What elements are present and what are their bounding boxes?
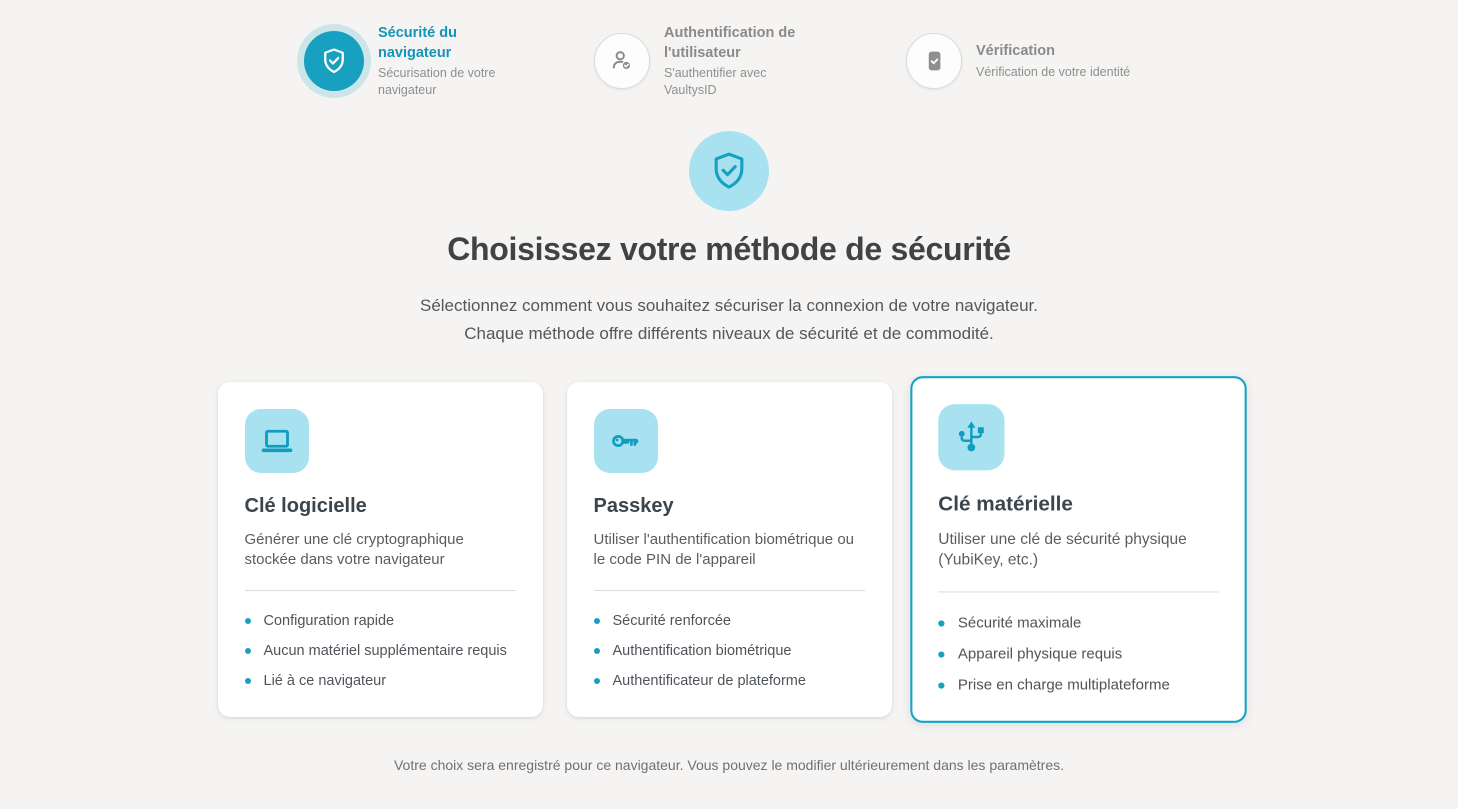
key-icon <box>594 409 658 473</box>
footer-note: Votre choix sera enregistré pour ce navigateur. Vous pouvez le modifier ultérieurement dans les paramètres. <box>393 756 1065 773</box>
card-description: Utiliser l'authentification biométrique ou le code PIN de l'appareil <box>593 530 855 568</box>
bullet-dot <box>594 618 600 624</box>
feature-text: Authentificateur de plateforme <box>612 672 806 689</box>
bullet-dot <box>245 648 251 654</box>
bullet-dot <box>938 651 944 657</box>
feature-item <box>594 673 865 689</box>
feature-item <box>938 615 1218 632</box>
feature-item <box>245 613 516 629</box>
stepper <box>0 24 1458 99</box>
page-title: Choisissez votre méthode de sécurité <box>447 230 1011 267</box>
feature-text: Lié à ce navigateur <box>263 672 387 689</box>
feature-text: Sécurité maximale <box>957 615 1081 632</box>
bullet-dot <box>594 648 600 654</box>
stepper-step-verification <box>906 33 1154 89</box>
bullet-dot <box>938 682 944 688</box>
step-text <box>976 42 1154 80</box>
feature-list <box>594 613 865 689</box>
card-title: Clé matérielle <box>937 492 1073 516</box>
divider <box>245 590 516 591</box>
bullet-dot <box>245 618 251 624</box>
hero-section <box>0 131 1458 348</box>
subtitle-line-2: Chaque méthode offre différents niveaux de sécurité et de commodité. <box>464 323 994 343</box>
subtitle-line-1: Sélectionnez comment vous souhaitez sécuriser la connexion de votre navigateur. <box>419 295 1039 315</box>
card-title: Clé logicielle <box>244 494 367 517</box>
shield-check-icon <box>689 131 769 211</box>
feature-item <box>594 643 865 659</box>
feature-item <box>245 643 516 659</box>
user-check-icon <box>594 33 650 89</box>
feature-text: Aucun matériel supplémentaire requis <box>263 642 507 659</box>
page-subtitle <box>0 292 1458 348</box>
card-software-key[interactable] <box>218 382 543 717</box>
divider <box>594 590 865 591</box>
card-description: Utiliser une clé de sécurité physique (YubiKey, etc.) <box>937 530 1187 569</box>
feature-item <box>245 673 516 689</box>
card-passkey[interactable] <box>567 382 892 717</box>
step-text <box>378 24 498 99</box>
card-hardware-key[interactable] <box>910 376 1246 723</box>
feature-list <box>938 615 1218 694</box>
feature-item <box>594 613 865 629</box>
divider <box>938 591 1218 592</box>
step-description: Sécurisation de votre navigateur <box>378 66 496 97</box>
card-description: Générer une clé cryptographique stockée dans votre navigateur <box>244 530 464 568</box>
feature-item <box>938 677 1218 694</box>
card-title: Passkey <box>593 494 674 517</box>
feature-item <box>938 646 1218 663</box>
step-label: Sécurité du navigateur <box>378 25 457 61</box>
stepper-step-browser-security <box>304 24 498 99</box>
feature-list <box>245 613 516 689</box>
feature-text: Appareil physique requis <box>957 646 1122 663</box>
step-description: Vérification de votre identité <box>976 64 1131 79</box>
step-description: S'authentifier avec VaultysID <box>664 66 767 97</box>
step-label: Authentification de l'utilisateur <box>664 25 796 61</box>
shield-check-icon <box>304 31 364 91</box>
feature-text: Sécurité renforcée <box>612 612 731 629</box>
feature-text: Prise en charge multiplateforme <box>957 677 1170 694</box>
feature-text: Authentification biométrique <box>612 642 792 659</box>
bullet-dot <box>594 678 600 684</box>
card-check-icon <box>906 33 962 89</box>
method-cards <box>0 382 1458 717</box>
feature-text: Configuration rapide <box>263 612 395 629</box>
usb-icon <box>938 404 1004 470</box>
bullet-dot <box>245 678 251 684</box>
laptop-icon <box>245 409 309 473</box>
step-text <box>664 24 810 99</box>
stepper-step-user-authentication <box>594 24 810 99</box>
step-label: Vérification <box>976 43 1055 60</box>
bullet-dot <box>938 620 944 626</box>
